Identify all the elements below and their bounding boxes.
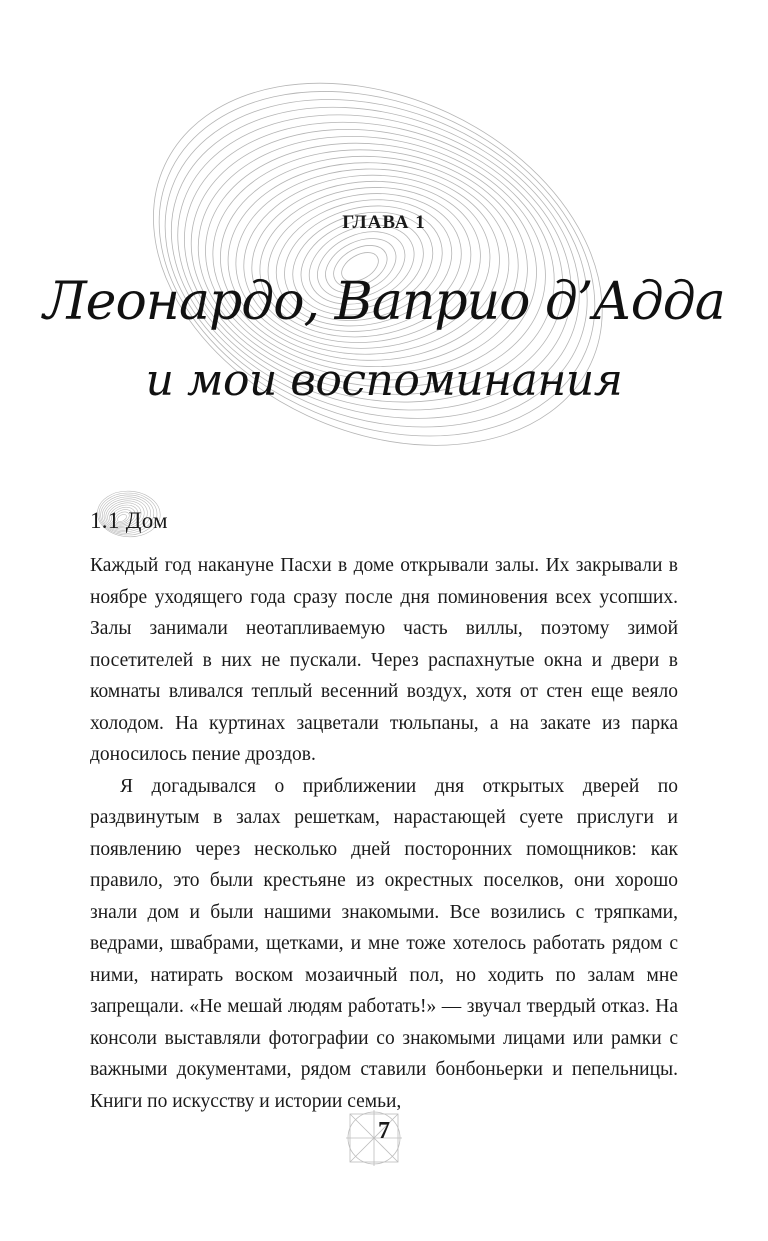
paragraph: Каждый год накануне Пасхи в доме открывали залы. Их закрывали в ноябре уходящего года сразу после дня поминовения всех усопших. Залы занимали неотапливаемую часть виллы, поэтому зимой посетителей в них не пускали. Через распахнутые окна и двери в комнаты вливался теплый весенний воздух, хотя от стен еще веяло холодом. На куртинах зацветали тюльпаны, а на закате из парка доносилось пение дроздов. <box>90 555 678 765</box>
ornament-curve <box>203 136 537 386</box>
chapter-label: ГЛАВА 1 <box>342 212 426 233</box>
section-heading: 1.1 Дом <box>90 508 168 533</box>
ornament-curve <box>215 149 524 374</box>
paragraph: Я догадывался о приближении дня открытых дверей по раздвинутым в залах решеткам, нарастающей суете прислуги и появлению через несколько дней посторонних помощников: как правило, это были крестьяне из окрестных поселков, они хорошо знали дом и были нашими знакомыми. Все возились с тряпками, ведрами, швабрами, щетками, и мне тоже хотелось работать рядом с ними, натирать воском мозаичный пол, но ходить по залам мне запрещали. «Не мешай людям работать!» — звучал твердый отказ. На консоли выставляли фотографии со знакомыми лицами или рамки с важными документами, рядом ставили бонбоньерки и пепельницы. Книги по искусству и истории семьи, <box>90 775 678 1112</box>
body-text <box>90 550 678 1117</box>
page-number: 7 <box>378 1118 390 1144</box>
chapter-title-line-2: и мои воспоминания <box>145 355 623 406</box>
chapter-title-line-1: Леонардо, Ваприо д’Адда <box>43 272 725 332</box>
